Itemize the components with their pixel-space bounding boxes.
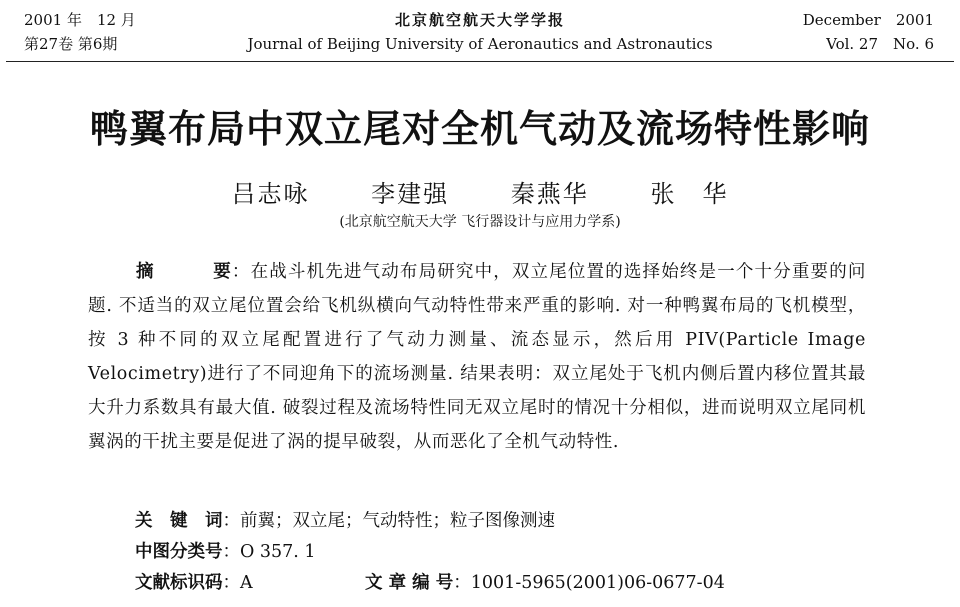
- header-right: [803, 8, 934, 56]
- paper-title: 鸭翼布局中双立尾对全机气动及流场特性影响: [89, 107, 870, 151]
- article-number-label: 文 章 编 号: [365, 573, 454, 593]
- header-volume-en: Vol. 27 No. 6: [826, 35, 934, 53]
- clc-label: 中图分类号: [135, 542, 223, 562]
- journal-name-cn: 北京航空航天大学学报: [394, 11, 565, 29]
- header-date-cn: 2001 年 12 月: [24, 11, 136, 29]
- doc-code-value: ：A: [222, 573, 253, 593]
- author-4: 张 华: [650, 180, 729, 208]
- header-divider: [6, 61, 954, 62]
- author-list: [0, 174, 960, 209]
- keywords-label: 关 键 词: [135, 511, 223, 531]
- abstract-label-b: 要: [212, 262, 232, 282]
- author-3: 秦燕华: [510, 180, 589, 208]
- doc-code-line: [135, 568, 253, 598]
- clc-line: [135, 537, 316, 567]
- keywords-line: [135, 506, 555, 536]
- header-date-en: December 2001: [802, 11, 934, 29]
- clc-value: ：O 357. 1: [222, 542, 316, 562]
- abstract: [88, 255, 866, 459]
- header-volume-cn: 第27卷 第6期: [24, 35, 118, 53]
- abstract-text: ：在战斗机先进气动布局研究中，双立尾位置的选择始终是一个十分重要的问题. 不适当的双立尾位置会给飞机纵横向气动特性带来严重的影响. 对一种鸭翼布局的飞机模型，按 3 种不同的双立尾配置进行了气动力测量、流态显示，然后用 PIV(Particle Image Velocimetry)进行了不同迎角下的流场测量. 结果表明：双立尾处于飞机内侧后置内移位置其最大升力系数具有最大值. 破裂过程及流场特性同无双立尾时的情况十分相似，进而说明双立尾同机翼涡的干扰主要是促进了涡的提早破裂，从而恶化了全机气动特性.: [88, 262, 866, 452]
- abstract-label-a: 摘: [136, 262, 155, 282]
- article-number-value: ：1001-5965(2001)06-0677-04: [453, 573, 725, 593]
- journal-name-en: Journal of Beijing University of Aeronautics and Astronautics: [247, 35, 713, 53]
- affiliation: (北京航空航天大学 飞行器设计与应用力学系): [339, 214, 621, 230]
- keywords-value: ：前翼；双立尾；气动特性；粒子图像测速: [222, 511, 555, 531]
- journal-header: [0, 8, 960, 58]
- article-number-line: [365, 568, 725, 598]
- author-1: 吕志咏: [231, 180, 310, 208]
- author-2: 李建强: [371, 180, 450, 208]
- doc-code-label: 文献标识码: [135, 573, 223, 593]
- abstract-label: [136, 262, 232, 282]
